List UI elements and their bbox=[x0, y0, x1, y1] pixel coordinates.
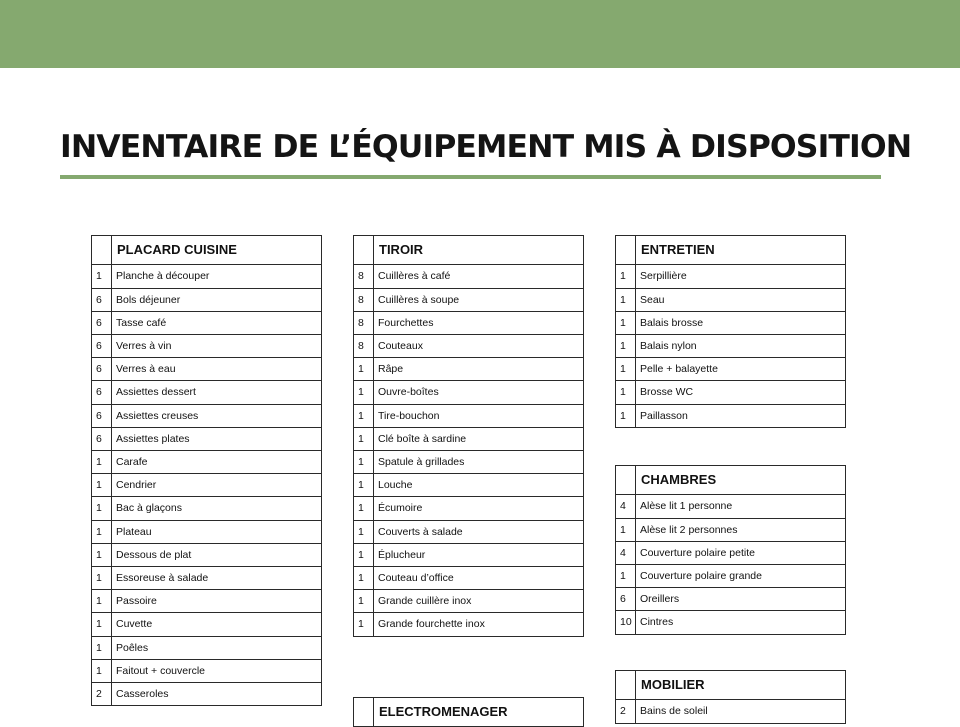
quantity-cell: 1 bbox=[354, 567, 374, 590]
table-row bbox=[354, 567, 584, 590]
item-cell: Bains de soleil bbox=[636, 700, 846, 723]
table-heading: ENTRETIEN bbox=[636, 236, 846, 265]
table-row bbox=[616, 518, 846, 541]
item-cell: Seau bbox=[636, 288, 846, 311]
item-cell: Dessous de plat bbox=[112, 543, 322, 566]
quantity-cell: 1 bbox=[616, 265, 636, 288]
item-cell: Faitout + couvercle bbox=[112, 659, 322, 682]
item-cell: Assiettes plates bbox=[112, 427, 322, 450]
table-row bbox=[354, 288, 584, 311]
table-row bbox=[92, 335, 322, 358]
quantity-cell: 4 bbox=[616, 541, 636, 564]
table-row bbox=[92, 543, 322, 566]
table-row bbox=[354, 335, 584, 358]
table-header-row bbox=[616, 466, 846, 495]
quantity-cell: 1 bbox=[92, 636, 112, 659]
title-underline bbox=[60, 175, 881, 179]
table-row bbox=[92, 358, 322, 381]
quantity-cell: 6 bbox=[616, 588, 636, 611]
quantity-cell: 1 bbox=[354, 404, 374, 427]
quantity-cell: 1 bbox=[354, 474, 374, 497]
quantity-cell: 1 bbox=[92, 497, 112, 520]
table-row bbox=[616, 288, 846, 311]
table-row bbox=[92, 381, 322, 404]
item-cell: Ouvre-boîtes bbox=[374, 381, 584, 404]
quantity-cell: 8 bbox=[354, 335, 374, 358]
quantity-cell: 1 bbox=[92, 567, 112, 590]
header-qty-cell bbox=[354, 236, 374, 265]
item-cell: Râpe bbox=[374, 358, 584, 381]
item-cell: Planche à découper bbox=[112, 265, 322, 288]
table-row bbox=[92, 497, 322, 520]
table-row bbox=[92, 567, 322, 590]
quantity-cell: 1 bbox=[616, 288, 636, 311]
quantity-cell: 1 bbox=[616, 404, 636, 427]
table-row bbox=[92, 659, 322, 682]
table-mobilier bbox=[615, 670, 846, 724]
table-row bbox=[92, 265, 322, 288]
item-cell: Éplucheur bbox=[374, 543, 584, 566]
quantity-cell: 1 bbox=[616, 311, 636, 334]
item-cell: Paillasson bbox=[636, 404, 846, 427]
item-cell: Verres à vin bbox=[112, 335, 322, 358]
item-cell: Alèse lit 2 personnes bbox=[636, 518, 846, 541]
item-cell: Passoire bbox=[112, 590, 322, 613]
table-row bbox=[616, 611, 846, 634]
table-entretien bbox=[615, 235, 846, 428]
table-row bbox=[354, 613, 584, 636]
table-row bbox=[354, 520, 584, 543]
item-cell: Cuillères à soupe bbox=[374, 288, 584, 311]
page-title: INVENTAIRE DE L’ÉQUIPEMENT MIS À DISPOSITION bbox=[60, 129, 912, 165]
item-cell: Louche bbox=[374, 474, 584, 497]
quantity-cell: 1 bbox=[616, 358, 636, 381]
quantity-cell: 1 bbox=[354, 613, 374, 636]
item-cell: Cuillères à café bbox=[374, 265, 584, 288]
table-row bbox=[354, 358, 584, 381]
quantity-cell: 1 bbox=[354, 358, 374, 381]
item-cell: Essoreuse à salade bbox=[112, 567, 322, 590]
quantity-cell: 1 bbox=[354, 590, 374, 613]
item-cell: Couverture polaire petite bbox=[636, 541, 846, 564]
quantity-cell: 1 bbox=[616, 335, 636, 358]
table-row bbox=[354, 265, 584, 288]
table-row bbox=[354, 381, 584, 404]
table-row bbox=[92, 683, 322, 706]
table-tiroir bbox=[353, 235, 584, 637]
table-row bbox=[92, 311, 322, 334]
item-cell: Oreillers bbox=[636, 588, 846, 611]
item-cell: Verres à eau bbox=[112, 358, 322, 381]
quantity-cell: 1 bbox=[354, 520, 374, 543]
table-row bbox=[616, 565, 846, 588]
table-row bbox=[92, 404, 322, 427]
table-row bbox=[616, 311, 846, 334]
table-row bbox=[92, 613, 322, 636]
quantity-cell: 1 bbox=[92, 613, 112, 636]
quantity-cell: 1 bbox=[354, 543, 374, 566]
item-cell: Alèse lit 1 personne bbox=[636, 495, 846, 518]
item-cell: Cintres bbox=[636, 611, 846, 634]
item-cell: Tire-bouchon bbox=[374, 404, 584, 427]
table-row bbox=[354, 543, 584, 566]
quantity-cell: 8 bbox=[354, 265, 374, 288]
table-row bbox=[354, 497, 584, 520]
table-row bbox=[616, 381, 846, 404]
table-row bbox=[92, 288, 322, 311]
quantity-cell: 1 bbox=[354, 427, 374, 450]
table-heading: PLACARD CUISINE bbox=[112, 236, 322, 265]
table-heading: ELECTROMENAGER bbox=[374, 698, 584, 727]
item-cell: Brosse WC bbox=[636, 381, 846, 404]
quantity-cell: 1 bbox=[92, 451, 112, 474]
item-cell: Balais nylon bbox=[636, 335, 846, 358]
table-row bbox=[92, 590, 322, 613]
item-cell: Poêles bbox=[112, 636, 322, 659]
quantity-cell: 1 bbox=[616, 518, 636, 541]
item-cell: Spatule à grillades bbox=[374, 451, 584, 474]
quantity-cell: 10 bbox=[616, 611, 636, 634]
quantity-cell: 6 bbox=[92, 381, 112, 404]
header-qty-cell bbox=[354, 698, 374, 727]
table-row bbox=[354, 404, 584, 427]
table-heading: CHAMBRES bbox=[636, 466, 846, 495]
table-electromenager bbox=[353, 697, 584, 727]
quantity-cell: 2 bbox=[92, 683, 112, 706]
item-cell: Fourchettes bbox=[374, 311, 584, 334]
table-row bbox=[92, 636, 322, 659]
quantity-cell: 1 bbox=[354, 381, 374, 404]
header-qty-cell bbox=[616, 671, 636, 700]
item-cell: Balais brosse bbox=[636, 311, 846, 334]
quantity-cell: 1 bbox=[354, 451, 374, 474]
quantity-cell: 2 bbox=[616, 700, 636, 723]
item-cell: Cuvette bbox=[112, 613, 322, 636]
quantity-cell: 6 bbox=[92, 404, 112, 427]
quantity-cell: 6 bbox=[92, 311, 112, 334]
quantity-cell: 1 bbox=[92, 659, 112, 682]
table-row bbox=[616, 495, 846, 518]
item-cell: Grande fourchette inox bbox=[374, 613, 584, 636]
item-cell: Assiettes creuses bbox=[112, 404, 322, 427]
quantity-cell: 1 bbox=[92, 520, 112, 543]
header-qty-cell bbox=[92, 236, 112, 265]
item-cell: Assiettes dessert bbox=[112, 381, 322, 404]
table-row bbox=[616, 404, 846, 427]
item-cell: Casseroles bbox=[112, 683, 322, 706]
quantity-cell: 1 bbox=[616, 381, 636, 404]
item-cell: Écumoire bbox=[374, 497, 584, 520]
table-row bbox=[354, 311, 584, 334]
item-cell: Couteaux bbox=[374, 335, 584, 358]
quantity-cell: 8 bbox=[354, 288, 374, 311]
item-cell: Couteau d’office bbox=[374, 567, 584, 590]
quantity-cell: 1 bbox=[92, 474, 112, 497]
table-row bbox=[92, 451, 322, 474]
table-row bbox=[354, 427, 584, 450]
table-heading: MOBILIER bbox=[636, 671, 846, 700]
item-cell: Couverture polaire grande bbox=[636, 565, 846, 588]
table-heading: TIROIR bbox=[374, 236, 584, 265]
quantity-cell: 6 bbox=[92, 427, 112, 450]
table-row bbox=[354, 451, 584, 474]
quantity-cell: 1 bbox=[92, 265, 112, 288]
table-row bbox=[616, 588, 846, 611]
table-row bbox=[92, 427, 322, 450]
table-row bbox=[616, 541, 846, 564]
quantity-cell: 1 bbox=[354, 497, 374, 520]
quantity-cell: 4 bbox=[616, 495, 636, 518]
quantity-cell: 6 bbox=[92, 288, 112, 311]
table-row bbox=[92, 474, 322, 497]
item-cell: Bols déjeuner bbox=[112, 288, 322, 311]
table-header-row bbox=[616, 236, 846, 265]
quantity-cell: 8 bbox=[354, 311, 374, 334]
item-cell: Couverts à salade bbox=[374, 520, 584, 543]
table-row bbox=[92, 520, 322, 543]
item-cell: Bac à glaçons bbox=[112, 497, 322, 520]
header-qty-cell bbox=[616, 236, 636, 265]
table-row bbox=[354, 474, 584, 497]
table-row bbox=[616, 335, 846, 358]
item-cell: Carafe bbox=[112, 451, 322, 474]
item-cell: Clé boîte à sardine bbox=[374, 427, 584, 450]
table-header-row bbox=[616, 671, 846, 700]
item-cell: Grande cuillère inox bbox=[374, 590, 584, 613]
item-cell: Pelle + balayette bbox=[636, 358, 846, 381]
table-header-row bbox=[92, 236, 322, 265]
quantity-cell: 6 bbox=[92, 358, 112, 381]
table-header-row bbox=[354, 236, 584, 265]
quantity-cell: 1 bbox=[616, 565, 636, 588]
item-cell: Plateau bbox=[112, 520, 322, 543]
table-row bbox=[616, 265, 846, 288]
header-qty-cell bbox=[616, 466, 636, 495]
table-chambres bbox=[615, 465, 846, 635]
item-cell: Tasse café bbox=[112, 311, 322, 334]
item-cell: Serpillière bbox=[636, 265, 846, 288]
item-cell: Cendrier bbox=[112, 474, 322, 497]
header-band bbox=[0, 0, 960, 68]
table-row bbox=[616, 358, 846, 381]
quantity-cell: 6 bbox=[92, 335, 112, 358]
table-row bbox=[354, 590, 584, 613]
table-header-row bbox=[354, 698, 584, 727]
quantity-cell: 1 bbox=[92, 590, 112, 613]
quantity-cell: 1 bbox=[92, 543, 112, 566]
table-placard-cuisine bbox=[91, 235, 322, 706]
